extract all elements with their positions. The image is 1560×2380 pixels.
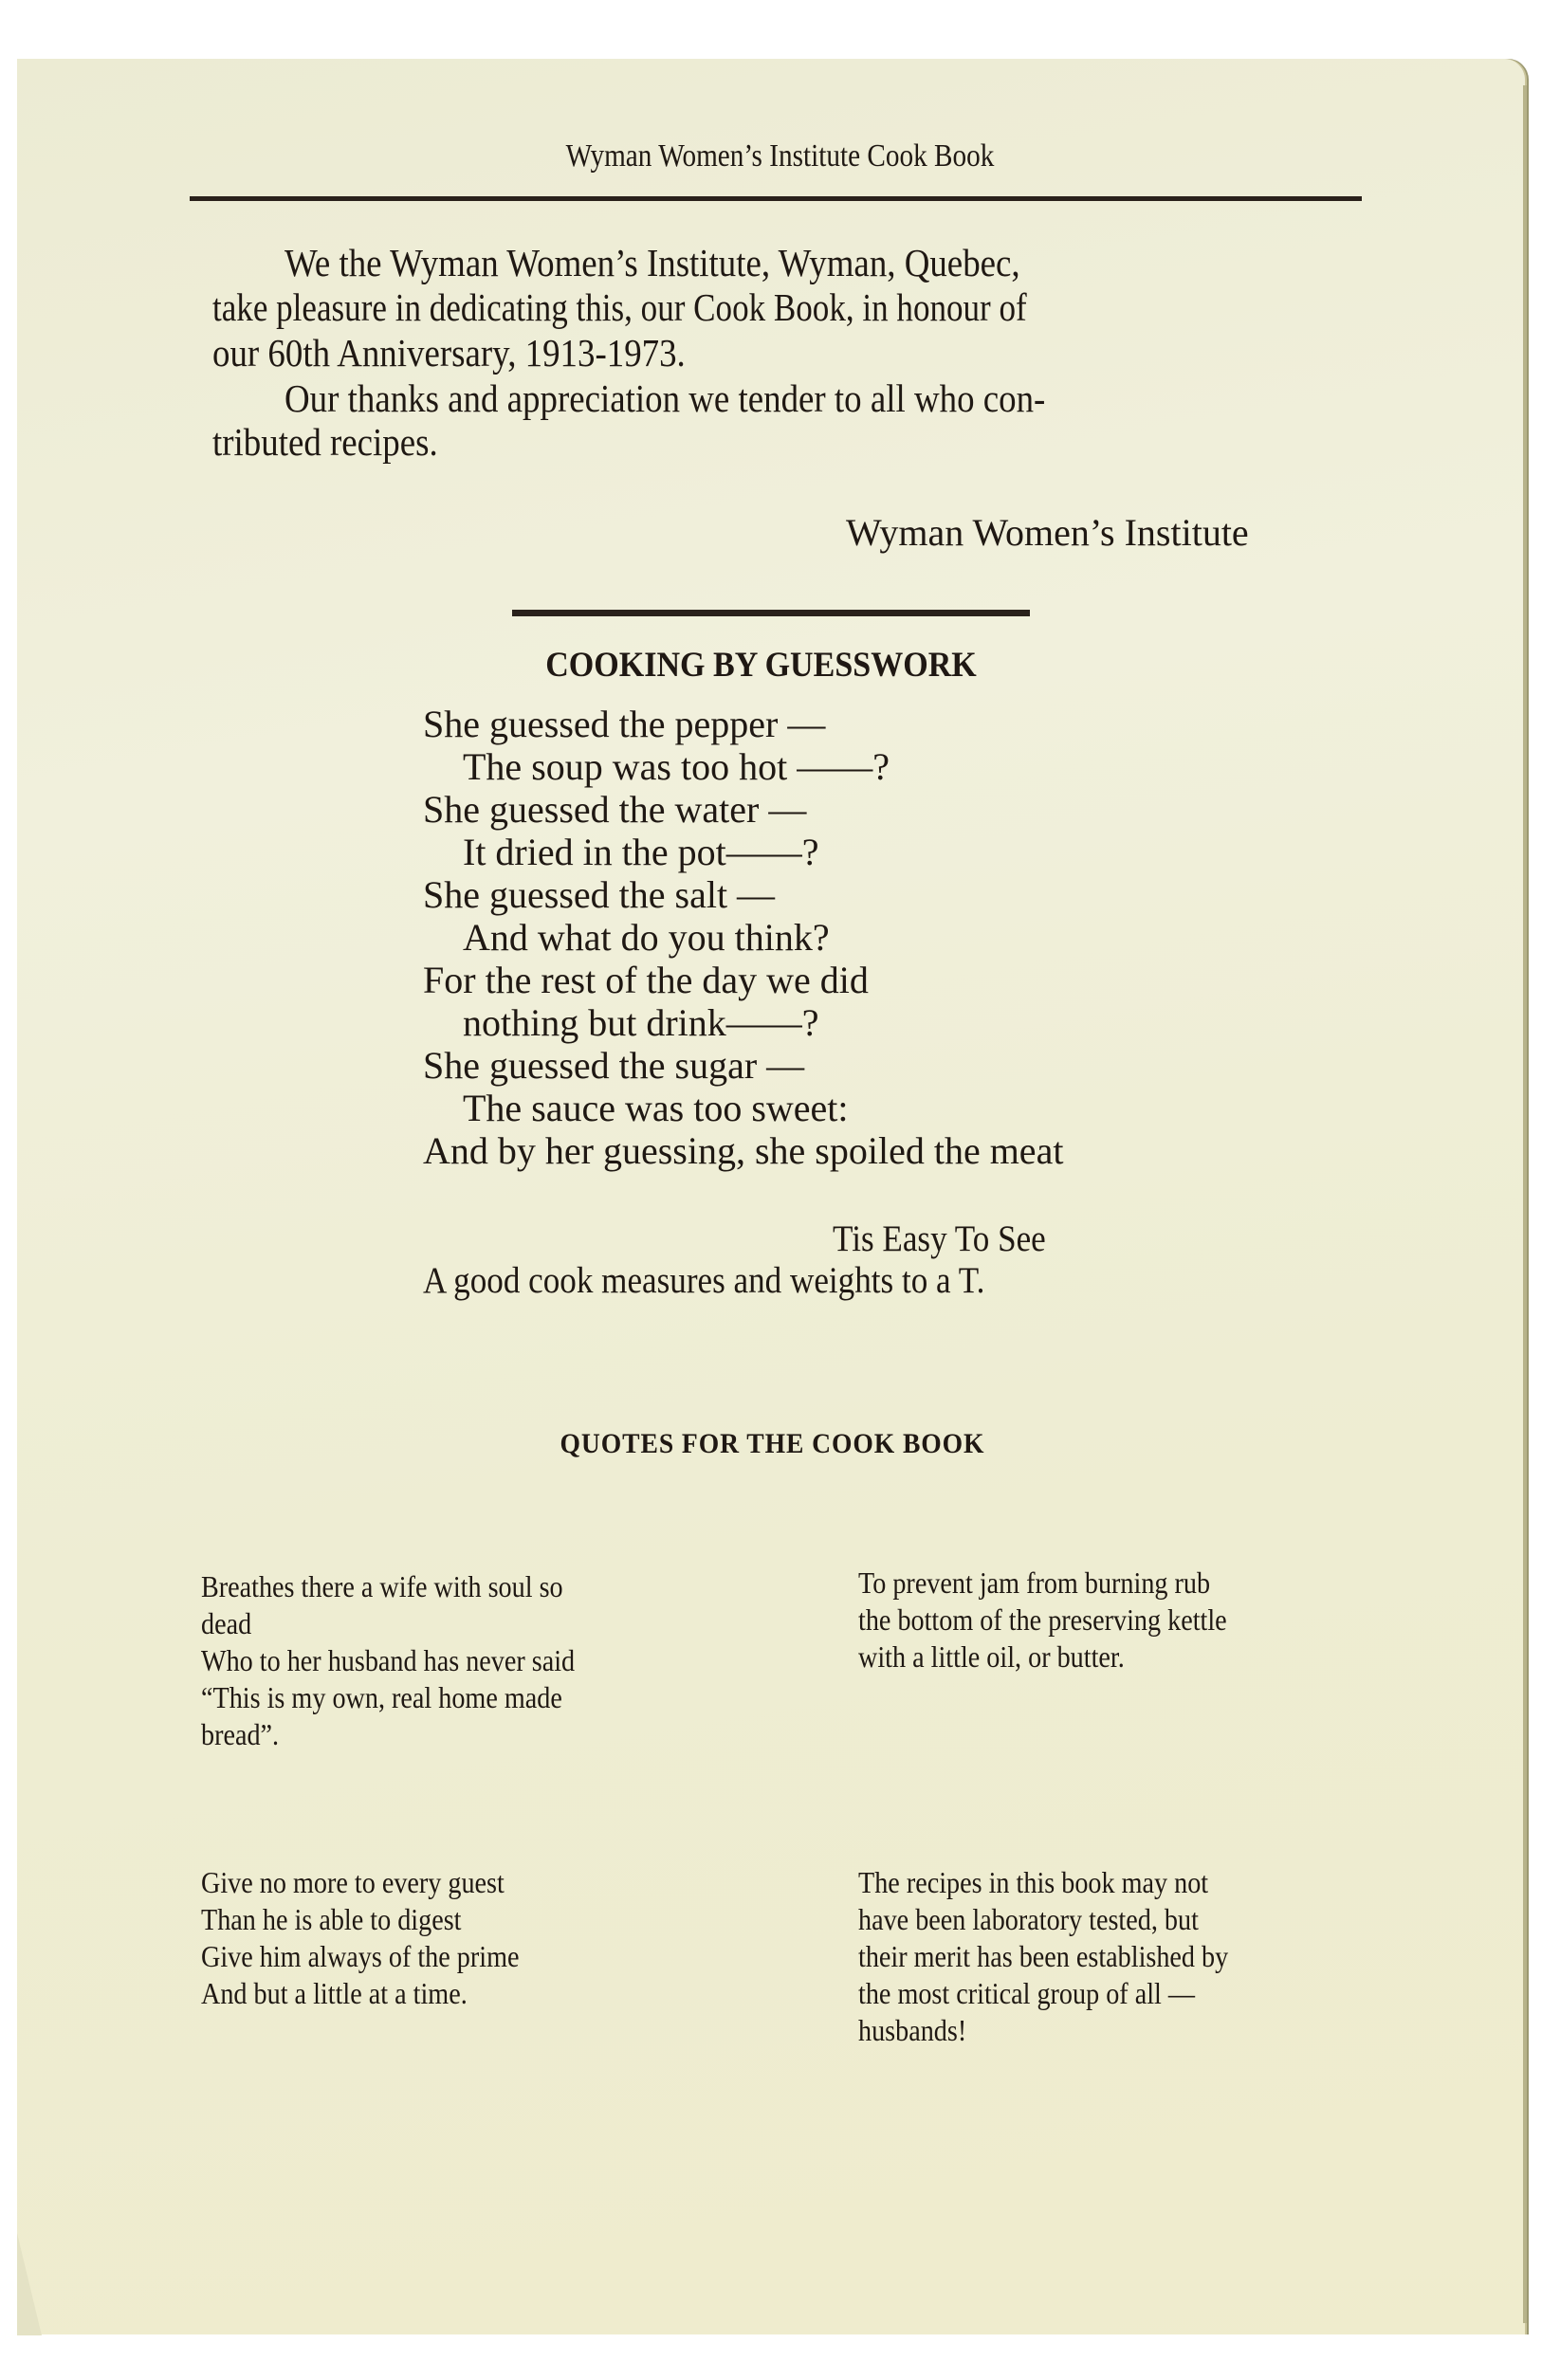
poem-line: She guessed the water — <box>423 788 807 831</box>
poem-line: She guessed the salt — <box>423 873 776 916</box>
quote-line: have been laboratory tested, but <box>858 1902 1199 1936</box>
quote-top-right <box>858 1565 1227 1675</box>
quote-line: the bottom of the preserving kettle <box>858 1602 1227 1637</box>
poem-line: It dried in the pot——? <box>463 831 819 873</box>
poem <box>423 703 1063 1172</box>
quote-line: And but a little at a time. <box>201 1976 468 2010</box>
poem-line: She guessed the sugar — <box>423 1044 805 1087</box>
quotes-title: QUOTES FOR THE COOK BOOK <box>560 1428 985 1459</box>
dedication-line: tributed recipes. <box>212 420 438 464</box>
quote-line: Than he is able to digest <box>201 1902 462 1936</box>
running-head: Wyman Women’s Institute Cook Book <box>565 138 995 174</box>
dedication-line: Our thanks and appreciation we tender to all who con- <box>284 376 1046 420</box>
folded-corner <box>17 2233 42 2335</box>
poem-line: She guessed the pepper — <box>423 703 826 745</box>
quote-line: bread”. <box>201 1717 280 1751</box>
quote-line: To prevent jam from burning rub <box>858 1565 1211 1600</box>
dedication-line: our 60th Anniversary, 1913-1973. <box>212 331 686 375</box>
quote-line: Give no more to every guest <box>201 1865 505 1899</box>
quote-line: with a little oil, or butter. <box>858 1639 1125 1674</box>
quote-line: The recipes in this book may not <box>858 1865 1209 1899</box>
quote-bottom-right <box>858 1864 1228 2049</box>
quote-line: Give him always of the prime <box>201 1939 520 1973</box>
dedication-line: We the Wyman Women’s Institute, Wyman, Quebec, <box>284 241 1020 284</box>
quote-bottom-left <box>201 1864 519 2012</box>
quote-line: dead <box>201 1606 252 1640</box>
page-edge <box>1523 85 1527 2323</box>
poem-line: And by her guessing, she spoiled the meat <box>423 1129 1064 1172</box>
quote-line: husbands! <box>858 2013 967 2047</box>
quote-line: their merit has been established by <box>858 1939 1229 1973</box>
poem-line: The soup was too hot ——? <box>463 745 890 788</box>
poem-line: The sauce was too sweet: <box>463 1087 849 1129</box>
quote-line: the most critical group of all — <box>858 1976 1196 2010</box>
poem-title: COOKING BY GUESSWORK <box>545 646 977 685</box>
quote-line: Breathes there a wife with soul so <box>201 1569 563 1603</box>
poem-coda-1: Tis Easy To See <box>833 1218 1046 1259</box>
header-rule <box>190 196 1362 201</box>
quote-line: “This is my own, real home made <box>201 1680 562 1714</box>
poem-line: For the rest of the day we did <box>423 959 869 1001</box>
dedication-line: take pleasure in dedicating this, our Cook Book, in honour of <box>212 285 1027 329</box>
poem-line: And what do you think? <box>463 916 830 959</box>
section-rule <box>512 610 1030 616</box>
poem-coda-2: A good cook measures and weights to a T. <box>423 1260 985 1301</box>
poem-line: nothing but drink——? <box>463 1001 819 1044</box>
quote-top-left <box>201 1568 575 1753</box>
quote-line: Who to her husband has never said <box>201 1643 576 1677</box>
signature: Wyman Women’s Institute <box>846 511 1249 554</box>
